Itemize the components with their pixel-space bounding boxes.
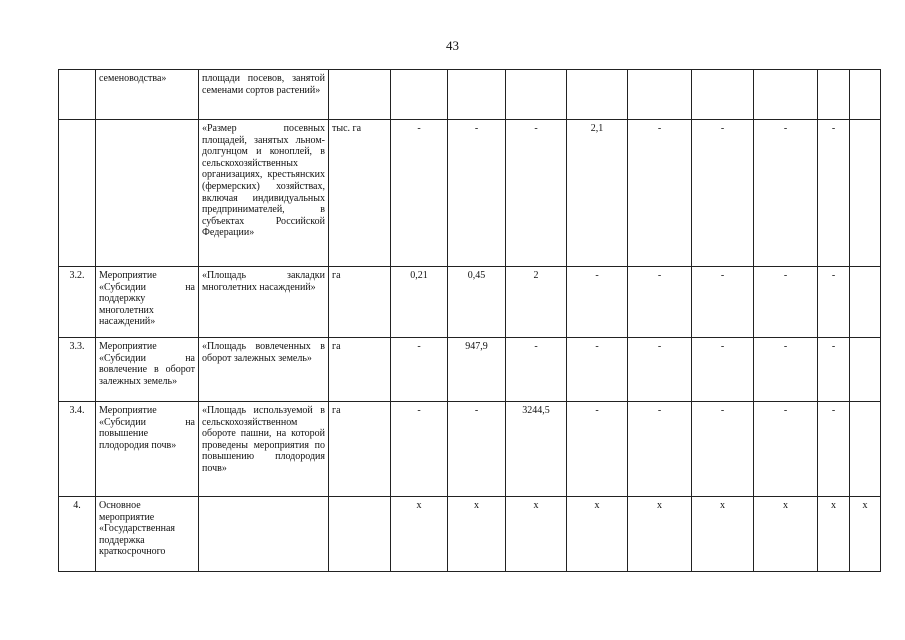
measure-name: Основное мероприятие «Государственная поддержка краткосрочного: [96, 497, 199, 572]
value-cell: -: [628, 402, 692, 497]
value-cell: x: [567, 497, 628, 572]
value-cell: [850, 120, 881, 267]
indicator-name: площади посевов, занятой семенами сортов растений»: [199, 70, 329, 120]
unit-cell: [329, 497, 391, 572]
indicator-name: [199, 497, 329, 572]
value-cell: -: [754, 402, 818, 497]
value-cell: x: [818, 497, 850, 572]
page-number: 43: [446, 38, 459, 53]
value-cell: [818, 70, 850, 120]
table-row: [59, 497, 881, 572]
table-row: [59, 402, 881, 497]
value-cell: -: [754, 338, 818, 402]
value-cell: 0,45: [448, 267, 506, 338]
unit-cell: тыс. га: [329, 120, 391, 267]
value-cell: -: [391, 338, 448, 402]
value-cell: -: [818, 267, 850, 338]
value-cell: [850, 70, 881, 120]
value-cell: [850, 338, 881, 402]
value-cell: x: [448, 497, 506, 572]
value-cell: -: [506, 120, 567, 267]
program-table: [58, 69, 881, 572]
value-cell: [754, 70, 818, 120]
value-cell: 947,9: [448, 338, 506, 402]
value-cell: [850, 267, 881, 338]
value-cell: -: [567, 267, 628, 338]
row-number: [59, 120, 96, 267]
value-cell: -: [567, 338, 628, 402]
value-cell: 3244,5: [506, 402, 567, 497]
value-cell: -: [506, 338, 567, 402]
table-row: [59, 120, 881, 267]
unit-cell: га: [329, 267, 391, 338]
value-cell: -: [628, 338, 692, 402]
measure-name: Мероприятие «Субсидии на поддержку многолетних насаждений»: [96, 267, 199, 338]
measure-name: Мероприятие «Субсидии на вовлечение в оборот залежных земель»: [96, 338, 199, 402]
value-cell: -: [754, 120, 818, 267]
indicator-name: «Размер посевных площадей, занятых льном-долгунцом и коноплей, в сельскохозяйственных организациях, крестьянских (фермерских) хозяйствах, включая индивидуальных предпринимателей, в субъектах Российской Федерации»: [199, 120, 329, 267]
value-cell: x: [692, 497, 754, 572]
table-row: [59, 338, 881, 402]
value-cell: -: [692, 120, 754, 267]
value-cell: [506, 70, 567, 120]
value-cell: x: [506, 497, 567, 572]
value-cell: -: [754, 267, 818, 338]
row-number: [59, 70, 96, 120]
row-number: 3.2.: [59, 267, 96, 338]
row-number: 3.4.: [59, 402, 96, 497]
value-cell: -: [448, 402, 506, 497]
value-cell: -: [567, 402, 628, 497]
value-cell: -: [628, 267, 692, 338]
value-cell: x: [628, 497, 692, 572]
value-cell: x: [754, 497, 818, 572]
value-cell: -: [391, 402, 448, 497]
value-cell: -: [818, 338, 850, 402]
measure-name: Мероприятие «Субсидии на повышение плодородия почв»: [96, 402, 199, 497]
value-cell: [567, 70, 628, 120]
value-cell: -: [448, 120, 506, 267]
value-cell: -: [692, 402, 754, 497]
table-row: [59, 267, 881, 338]
value-cell: -: [628, 120, 692, 267]
indicator-name: «Площадь закладки многолетних насаждений»: [199, 267, 329, 338]
value-cell: [391, 70, 448, 120]
indicator-name: «Площадь используемой в сельскохозяйственном обороте пашни, на которой проведены мероприятия по повышению плодородия почв»: [199, 402, 329, 497]
unit-cell: га: [329, 402, 391, 497]
value-cell: -: [818, 120, 850, 267]
value-cell: [850, 402, 881, 497]
value-cell: [448, 70, 506, 120]
value-cell: 2: [506, 267, 567, 338]
table-row: [59, 70, 881, 120]
indicator-name: «Площадь вовлеченных в оборот залежных земель»: [199, 338, 329, 402]
value-cell: -: [692, 267, 754, 338]
measure-name: [96, 120, 199, 267]
value-cell: 2,1: [567, 120, 628, 267]
value-cell: [692, 70, 754, 120]
row-number: 3.3.: [59, 338, 96, 402]
row-number: 4.: [59, 497, 96, 572]
measure-name: семеноводства»: [96, 70, 199, 120]
value-cell: -: [692, 338, 754, 402]
value-cell: [628, 70, 692, 120]
value-cell: x: [850, 497, 881, 572]
value-cell: -: [818, 402, 850, 497]
value-cell: x: [391, 497, 448, 572]
value-cell: 0,21: [391, 267, 448, 338]
unit-cell: га: [329, 338, 391, 402]
unit-cell: [329, 70, 391, 120]
value-cell: -: [391, 120, 448, 267]
